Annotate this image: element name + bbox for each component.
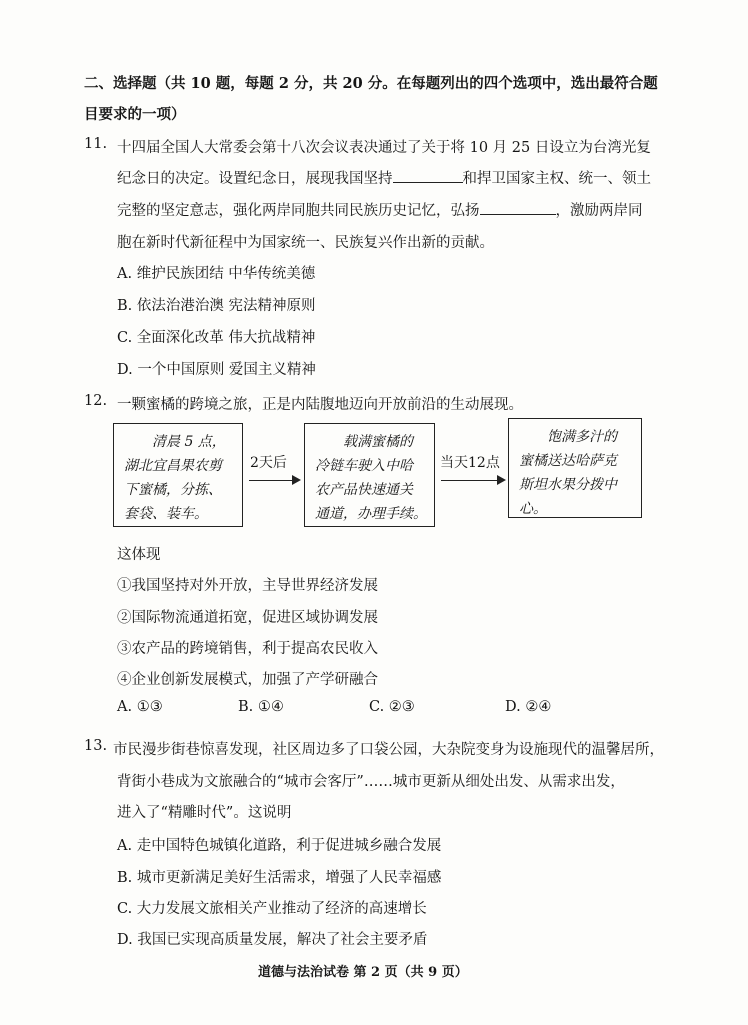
section-title: 二、选择题（共 10 题，每题 2 分，共 20 分。在每题列出的四个选项中，选出最符合题 <box>84 75 658 92</box>
question-stem-line: 市民漫步街巷惊喜发现，社区周边多了口袋公园，大杂院变身为设施现代的温馨居所， <box>113 742 664 758</box>
option-c[interactable]: C. 大力发展文旅相关产业推动了经济的高速增长 <box>117 901 427 917</box>
option-d[interactable]: D. 我国已实现高质量发展，解决了社会主要矛盾 <box>117 932 428 948</box>
flow-text: 通道，办理手续。 <box>315 506 427 522</box>
arrow-1 <box>249 480 294 481</box>
question-stem-line: 背街小巷成为文旅融合的“城市会客厅”……城市更新从细处出发、从需求出发， <box>117 774 625 790</box>
option-a[interactable]: A. 走中国特色城镇化道路，利于促进城乡融合发展 <box>117 838 442 854</box>
flow-text: 农产品快速通关 <box>315 482 413 498</box>
stem-text: ，激励两岸同 <box>555 203 643 219</box>
arrow-head-1 <box>292 475 301 485</box>
stem-text: 完整的坚定意志，强化两岸同胞共同民族历史记忆，弘扬 <box>117 203 480 219</box>
statement-3: ③农产品的跨境销售，利于提高农民收入 <box>117 641 378 657</box>
question-lead: 这体现 <box>117 547 161 563</box>
answer-blank-1 <box>393 168 463 183</box>
flow-text: 斯坦水果分拨中 <box>519 477 617 493</box>
option-d[interactable]: D. 一个中国原则 爱国主义精神 <box>117 362 316 378</box>
statement-2: ②国际物流通道拓宽，促进区域协调发展 <box>117 610 378 626</box>
option-c[interactable]: C. ②③ <box>369 699 415 715</box>
flow-box-1 <box>113 423 243 527</box>
flow-text: 载满蜜橘的 <box>343 434 413 450</box>
question-number: 12. <box>84 393 108 409</box>
arrow-label-1: 2天后 <box>250 455 287 471</box>
flow-text: 饱满多汁的 <box>547 429 617 445</box>
flow-text: 心。 <box>519 501 547 517</box>
question-number: 11. <box>84 136 108 152</box>
statement-1: ①我国坚持对外开放，主导世界经济发展 <box>117 578 378 594</box>
option-a[interactable]: A. ①③ <box>117 699 163 715</box>
flow-text: 湖北宜昌果农剪 <box>124 458 222 474</box>
option-d[interactable]: D. ②④ <box>505 699 552 715</box>
option-b[interactable]: B. ①④ <box>238 699 284 715</box>
flow-box-2 <box>304 423 435 527</box>
arrow-head-2 <box>497 475 506 485</box>
answer-blank-2 <box>480 200 556 215</box>
flow-box-3 <box>508 418 642 518</box>
statement-4: ④企业创新发展模式，加强了产学研融合 <box>117 672 378 688</box>
question-stem-line <box>117 199 643 220</box>
flow-text: 蜜橘送达哈萨克 <box>519 453 617 469</box>
section-title-continued: 目要求的一项） <box>84 106 186 123</box>
option-b[interactable]: B. 依法治港治澳 宪法精神原则 <box>117 298 316 314</box>
question-stem-line: 一颗蜜橘的跨境之旅，正是内陆腹地迈向开放前沿的生动展现。 <box>117 397 523 413</box>
question-stem-line: 十四届全国人大常委会第十八次会议表决通过了关于将 10 月 25 日设立为台湾光复 <box>117 140 651 156</box>
question-stem-line: 进入了“精雕时代”。这说明 <box>117 805 292 821</box>
question-stem-line <box>117 167 651 188</box>
option-a[interactable]: A. 维护民族团结 中华传统美德 <box>117 266 316 282</box>
question-stem-line: 胞在新时代新征程中为国家统一、民族复兴作出新的贡献。 <box>117 235 494 251</box>
flow-text: 套袋、装车。 <box>124 506 208 522</box>
stem-text: 和捍卫国家主权、统一、领土 <box>462 171 651 187</box>
option-b[interactable]: B. 城市更新满足美好生活需求，增强了人民幸福感 <box>117 870 442 886</box>
flow-text: 清晨 5 点， <box>152 434 226 450</box>
stem-text: 纪念日的决定。设置纪念日，展现我国坚持 <box>117 171 393 187</box>
arrow-label-2: 当天12点 <box>440 455 500 471</box>
question-number: 13. <box>84 738 108 754</box>
page-footer: 道德与法治试卷 第 2 页（共 9 页） <box>258 965 468 980</box>
flow-text: 冷链车驶入中哈 <box>315 458 413 474</box>
option-c[interactable]: C. 全面深化改革 伟大抗战精神 <box>117 330 316 346</box>
arrow-2 <box>441 480 499 481</box>
flow-text: 下蜜橘，分拣、 <box>124 482 222 498</box>
